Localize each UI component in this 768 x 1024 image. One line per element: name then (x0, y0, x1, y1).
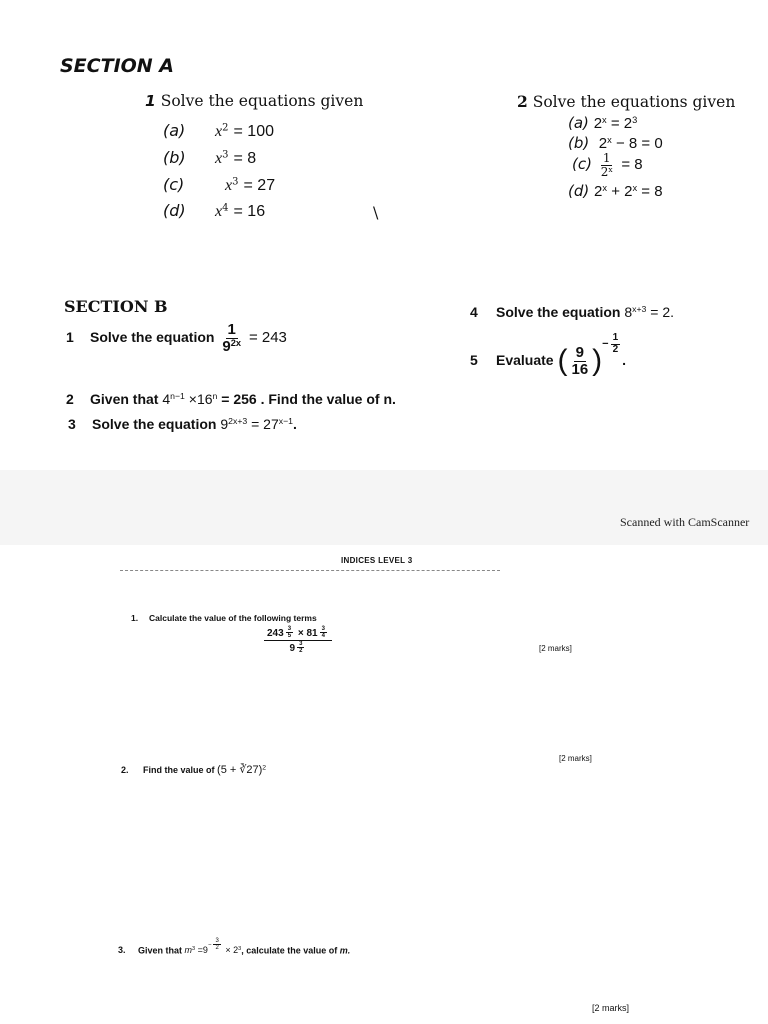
base: x (215, 203, 223, 220)
exponent: 2 (262, 764, 267, 772)
q-number: 1. (131, 613, 139, 623)
base: 2 (623, 115, 633, 132)
exp-num: 3 (287, 626, 292, 632)
exponent: 3 (232, 176, 239, 188)
section-a-q2-part-c (572, 152, 643, 178)
denominator-exponent: x (608, 164, 613, 174)
part-label: (d) (568, 182, 590, 200)
section-a-q1-part-d (163, 201, 265, 221)
base: x (225, 177, 233, 194)
exponent: x (602, 114, 607, 125)
exponent-numerator: 1 (612, 332, 619, 343)
indices-q2-marks: [2 marks] (559, 754, 592, 763)
denominator-base: 2 (600, 164, 609, 179)
q-text: Evaluate (496, 351, 554, 368)
indices-q3 (118, 938, 350, 955)
rhs: = 16 (233, 203, 266, 220)
rest: = 256 . Find the value of n. (221, 391, 396, 407)
section-a-q1-prompt (145, 92, 363, 110)
q-text: Solve the equation (92, 416, 217, 432)
exp-den: 2 (215, 945, 219, 952)
q-number: 5 (470, 351, 478, 368)
numerator: 1 (602, 151, 611, 165)
part-label: (c) (572, 155, 592, 174)
base: 2 (233, 945, 239, 956)
base: 2 (598, 135, 608, 152)
end: . (292, 416, 297, 432)
exponent: 3 (238, 946, 242, 953)
base: 2 (624, 183, 633, 200)
exponent: x−1 (278, 416, 293, 427)
exp-den: 2 (299, 647, 303, 654)
q-text: Calculate the value of the following terms (149, 613, 317, 623)
exponent-denominator: 2 (612, 343, 619, 355)
base: 243 (267, 628, 284, 639)
heading-divider (120, 570, 500, 571)
fraction (264, 626, 332, 654)
denominator-exponent: 2x (230, 337, 242, 348)
base: 9 (220, 416, 229, 432)
q2-number: 2 (517, 92, 528, 111)
rhs: = 243 (248, 328, 287, 346)
q-number: 4 (470, 304, 478, 320)
times: × (297, 628, 304, 639)
exp-num: 3 (299, 640, 303, 647)
indices-q1-expression (262, 626, 334, 654)
plus: + (611, 183, 620, 200)
indices-q2: 2. Find the value of (5 + ∛27)$^2$ (121, 764, 267, 776)
exponent: n−1 (170, 391, 185, 402)
section-a-q1-part-a (163, 121, 274, 141)
section-a-heading: SECTION A (60, 55, 175, 77)
exponent: 3 (222, 149, 229, 161)
section-a-q2-part-d (568, 182, 663, 200)
base: 2 (594, 183, 603, 200)
exponent: n (212, 391, 218, 402)
q-number: 3. (118, 945, 126, 956)
q-number: 3 (68, 416, 76, 432)
section-b-q2 (66, 391, 396, 407)
section-a-q2-part-a (568, 114, 637, 132)
denominator: 16 (571, 360, 589, 378)
base: 9 (289, 642, 296, 654)
q1-text: Solve the equations given (160, 92, 364, 110)
section-a-q1-part-c (163, 175, 275, 195)
base: 9 (202, 945, 208, 956)
base: x (215, 123, 223, 140)
rhs: = 8 (621, 156, 643, 174)
times: × (188, 391, 197, 407)
variable: m (184, 945, 193, 956)
exponent-fraction (611, 333, 621, 355)
exponent: 3 (192, 946, 196, 953)
exponent: 2x+3 (228, 416, 248, 427)
exp-num: 3 (321, 626, 325, 632)
exponent: x+3 (632, 304, 647, 315)
exp-sign: − (207, 942, 212, 949)
rhs: = 8 (641, 183, 663, 200)
base: 16 (196, 391, 213, 407)
section-b-q1 (66, 322, 287, 355)
q-text: Given that (138, 945, 183, 956)
section-b-q3 (68, 416, 297, 432)
exp-den: 4 (321, 633, 325, 640)
q2-text: Solve the equations given (532, 93, 736, 111)
exponent: 2 (222, 122, 229, 134)
q-text: Given that (90, 391, 159, 407)
part-label: (c) (163, 175, 185, 194)
rhs: = 2. (650, 304, 675, 320)
exponent: x (632, 182, 638, 193)
exp-den: 5 (287, 633, 292, 640)
exponent: x (602, 182, 608, 193)
section-b-q4 (470, 304, 674, 320)
part-label: (a) (568, 114, 589, 132)
q-number: 2. (121, 765, 129, 775)
part-label: (b) (568, 134, 590, 152)
section-b-q5: 5 Evaluate ( $\frac{9}{16}$ )− $\frac{1}{2}$ . (470, 332, 627, 378)
equals: = (251, 416, 260, 432)
equals: = (610, 115, 620, 132)
denominator-base: 9 (222, 337, 231, 355)
times: × (225, 945, 231, 956)
rhs: = 8 (233, 150, 257, 167)
variable: m. (339, 945, 351, 956)
q-number: 1 (66, 328, 74, 345)
base: 4 (162, 391, 171, 407)
indices-q1-marks: [2 marks] (539, 644, 572, 653)
rest: , calculate the value of (241, 945, 338, 956)
exponent: 4 (222, 202, 229, 214)
exponent: x (607, 134, 612, 145)
indices-heading: INDICES LEVEL 3 (341, 556, 413, 565)
base: 81 (306, 628, 318, 639)
stray-mark: \ (373, 203, 379, 222)
exponent-sign: − (602, 337, 609, 350)
section-a-q2-prompt (517, 92, 735, 111)
rhs: = 100 (233, 123, 274, 140)
q-number: 2 (66, 391, 74, 407)
numerator: 9 (575, 343, 584, 361)
section-a-q2-part-b (568, 134, 663, 152)
part-label: (a) (163, 121, 186, 140)
exp-num: 3 (215, 938, 219, 944)
part-label: (d) (163, 201, 186, 220)
q-text: Find the value of (143, 765, 215, 775)
part-label: (b) (163, 148, 186, 167)
base: 27 (263, 416, 279, 432)
numerator: 1 (227, 321, 236, 338)
exponent: 3 (632, 114, 638, 125)
fraction (569, 345, 590, 378)
scanner-note: Scanned with CamScanner (620, 515, 750, 529)
rest: − 8 = 0 (615, 135, 663, 152)
fraction (220, 322, 243, 355)
indices-q1 (131, 613, 317, 623)
q-text: Solve the equation (90, 328, 215, 345)
section-a-q1-part-b (163, 148, 256, 168)
section-b-heading: SECTION B (64, 297, 168, 316)
expression: 5 + ∛27 (220, 764, 259, 776)
rhs: = 27 (243, 177, 276, 194)
base: 8 (624, 304, 633, 320)
base: x (215, 150, 223, 167)
base: 2 (593, 115, 603, 132)
scan-shading (0, 470, 768, 545)
q-text: Solve the equation (496, 304, 621, 320)
equals: = (197, 945, 203, 956)
q1-number: 1 (145, 92, 156, 110)
indices-q3-marks: [2 marks] (592, 1003, 630, 1013)
end: . (622, 351, 627, 368)
fraction (599, 152, 615, 178)
